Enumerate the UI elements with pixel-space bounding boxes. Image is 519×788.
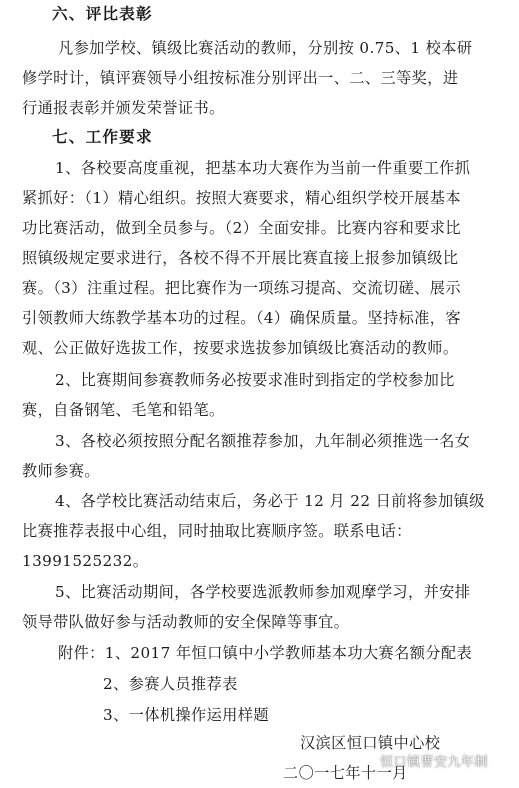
item-1-line: 功比赛活动，做到全员参与。（2）全面安排。比赛内容和要求比 <box>22 219 461 237</box>
item-2-line: 2、比赛期间参赛教师务必按要求准时到指定的学校参加比 <box>55 371 455 389</box>
watermark-logo-text: 恒口镇曹安九年制 <box>380 755 489 770</box>
item-4-line: 4、各学校比赛活动结束后，务必于 12 月 22 日前将参加镇级 <box>55 492 485 510</box>
item-4-line: 13991525232。 <box>22 552 149 570</box>
item-1-line: 照镇级规定要求进行，各校不得不开展比赛直接上报参加镇级比 <box>22 249 459 267</box>
item-1-line: 1、各校要高度重视，把基本功大赛作为当前一件重要工作抓 <box>55 159 471 177</box>
section-6-line: 凡参加学校、镇级比赛活动的教师，分别按 0.75、1 校本研 <box>58 39 473 57</box>
section-6-line: 行通报表彰并颁发荣誉证书。 <box>22 99 225 117</box>
item-3-line: 3、各校必须按照分配名额推荐参加，九年制必须推选一名女 <box>55 432 471 450</box>
attachment-line: 2、参赛人员推荐表 <box>103 675 238 693</box>
item-2-line: 赛，自备钢笔、毛笔和铅笔。 <box>22 401 225 419</box>
item-4-line: 比赛推荐表报中心组，同时抽取比赛顺序签。联系电话： <box>22 522 412 540</box>
attachment-line: 附件：1、2017 年恒口镇中小学教师基本功大赛名额分配表 <box>58 644 473 662</box>
item-1-line: 紧抓好：（1）精心组织。按照大赛要求，精心组织学校开展基本 <box>22 189 461 207</box>
item-1-line: 引领教师大练教学基本功的过程。（4）确保质量。坚持标准，客 <box>22 309 461 327</box>
signature-org: 汉滨区恒口镇中心校 <box>300 734 441 752</box>
item-1-line: 赛。（3）注重过程。把比赛作为一项练习提高、交流切磋、展示 <box>22 279 461 297</box>
section-6-heading: 六、评比表彰 <box>52 4 153 23</box>
section-7-heading: 七、工作要求 <box>52 127 153 146</box>
signature-date: 二〇一七年十一月 <box>283 764 408 782</box>
item-5-line: 5、比赛活动期间，各学校要选派教师参加观摩学习，并安排 <box>55 583 471 601</box>
item-3-line: 教师参赛。 <box>22 462 100 480</box>
item-5-line: 领导带队做好参与活动教师的安全保障等事宜。 <box>22 613 350 631</box>
item-1-line: 观、公正做好选拔工作，按要求选拔参加镇级比赛活动的教师。 <box>22 339 459 357</box>
section-6-line: 修学时计，镇评赛领导小组按标准分别评出一、二、三等奖，进 <box>22 69 459 87</box>
attachment-line: 3、一体机操作运用样题 <box>103 706 269 724</box>
